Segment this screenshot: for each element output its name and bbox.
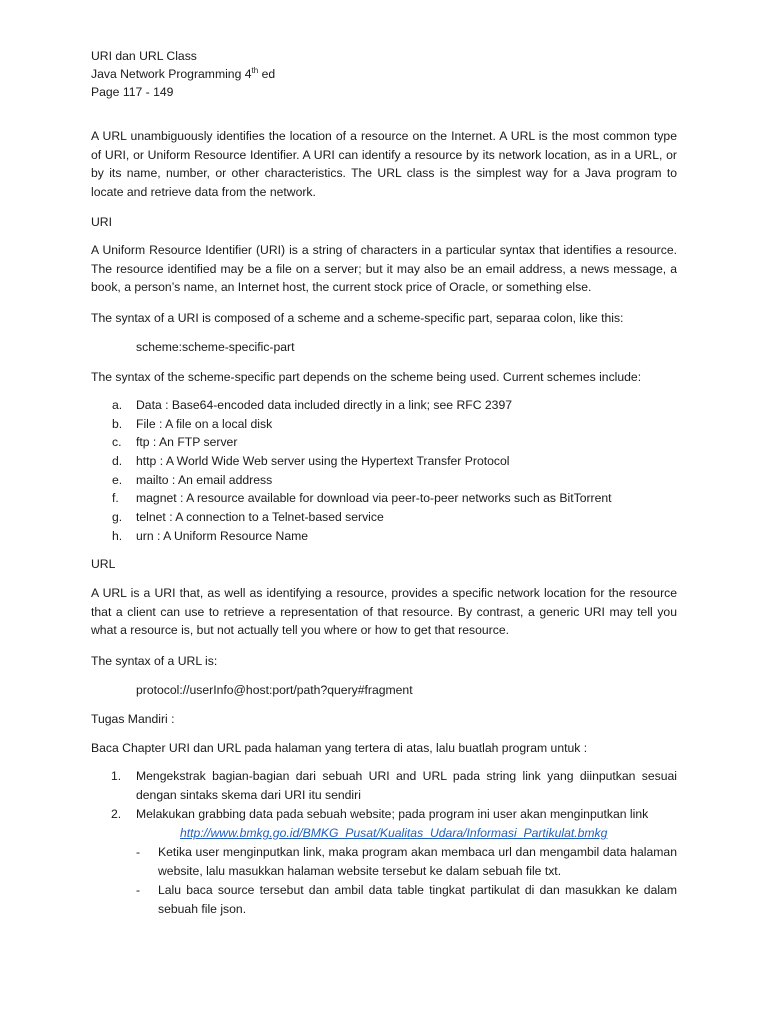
schemes-intro: The syntax of the scheme-specific part depends on the scheme being used. Current schemes include: [91,370,642,384]
list-marker: d. [112,454,123,469]
list-marker: b. [112,416,123,431]
header-pages: Page 117 - 149 [91,85,174,99]
dash-marker: - [136,845,141,859]
book-title: Java Network Programming 4 [91,67,252,81]
subtask-item [136,843,677,880]
list-text: mailto : An email address [136,472,273,487]
list-item [91,452,612,471]
uri-syntax-intro: The syntax of a URI is composed of a scheme and a scheme-specific part, separaa colon, like this: [91,311,624,325]
list-item [91,527,612,546]
task-item-1 [113,767,677,804]
list-item [91,471,612,490]
bmkg-link[interactable]: http://www.bmkg.go.id/BMKG_Pusat/Kualitas_Udara/Informasi_Partikulat.bmkg [180,826,608,840]
task-item-2 [113,805,677,824]
intro-paragraph: A URL unambiguously identifies the location of a resource on the Internet. A URL is the most common type of URI, or Uniform Resource Identifier. A URI can identify a resource by its network location, as in a URL, or by its name, number, or other characteristics. The URL class is the simplest way for a Java program to locate and retrieve data from the network. [91,129,677,199]
list-text: urn : A Uniform Resource Name [136,528,309,543]
task-text: Mengekstrak bagian-bagian dari sebuah URI and URL pada string link yang diinputkan sesuai dengan sintaks skema dari URI itu sendiri [136,769,677,802]
edition-superscript: th [251,65,259,75]
list-text: Data : Base64-encoded data included directly in a link; see RFC 2397 [136,398,513,412]
subtask-item [136,881,677,918]
subtask-text: Lalu baca source tersebut dan ambil data table tingkat partikulat di dan masukkan ke dalam sebuah file json. [158,883,677,916]
bmkg-link-line [180,824,607,843]
list-marker: f. [112,491,119,506]
edition-suffix: ed [258,67,276,81]
list-marker: e. [112,472,123,487]
uri-syntax: scheme:scheme-specific-part [136,340,295,354]
tugas-intro: Baca Chapter URI dan URL pada halaman yang tertera di atas, lalu buatlah program untuk : [91,741,588,755]
header-title: URI dan URL Class [91,49,197,63]
list-item [91,433,612,452]
task-number: 1. [111,769,122,783]
task-text: Melakukan grabbing data pada sebuah website; pada program ini user akan menginputkan link [136,807,649,821]
dash-marker: - [136,883,141,897]
uri-heading: URI [91,215,112,229]
list-item [91,415,612,434]
list-item [91,489,612,508]
task-number: 2. [111,807,122,821]
list-marker: a. [112,398,123,412]
url-heading: URL [91,557,116,571]
list-text: magnet : A resource available for download via peer-to-peer networks such as BitTorrent [136,491,612,506]
list-marker: c. [112,435,122,450]
list-marker: g. [112,510,123,525]
header-book [91,65,275,84]
list-text: telnet : A connection to a Telnet-based service [136,510,384,525]
url-syntax: protocol://userInfo@host:port/path?query#fragment [136,683,413,697]
list-text: ftp : An FTP server [136,435,238,450]
list-marker: h. [112,528,123,543]
list-item [91,508,612,527]
tugas-heading: Tugas Mandiri : [91,712,175,726]
schemes-list [91,396,612,546]
list-item [91,396,612,415]
list-text: File : A file on a local disk [136,416,273,431]
url-syntax-intro: The syntax of a URL is: [91,654,218,668]
subtask-text: Ketika user menginputkan link, maka program akan membaca url dan mengambil data halaman website, lalu masukkan halaman website tersebut ke dalam sebuah file txt. [158,845,677,878]
url-paragraph: A URL is a URI that, as well as identifying a resource, provides a specific network location for the resource that a client can use to retrieve a representation of that resource. By contrast, a generic URI may tell you what a resource is, but not actually tell you where or how to get that resource. [91,586,677,638]
list-text: http : A World Wide Web server using the Hypertext Transfer Protocol [136,454,510,469]
uri-paragraph: A Uniform Resource Identifier (URI) is a string of characters in a particular syntax that identifies a resource. The resource identified may be a file on a server; but it may also be an email address, a news message, a book, a person’s name, an Internet host, the current stock price of Oracle, or something else. [91,243,677,295]
